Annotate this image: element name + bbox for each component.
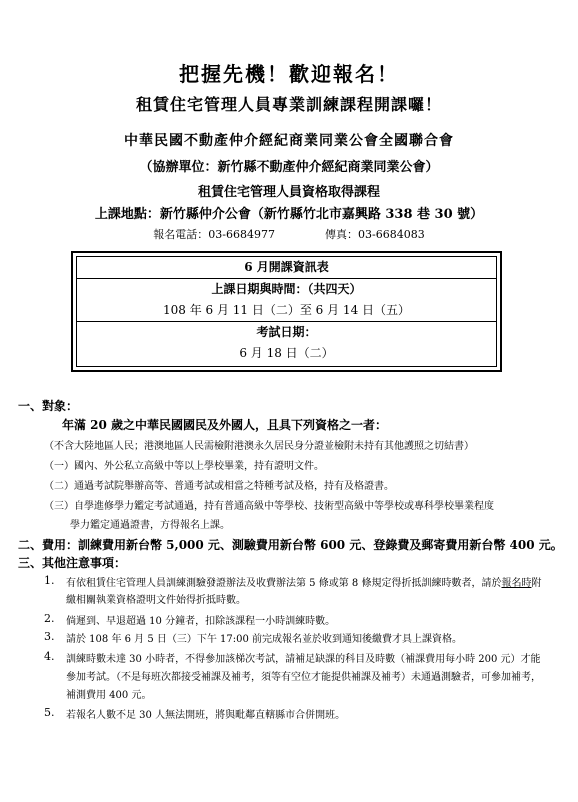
- note-number: 3.: [44, 630, 55, 643]
- phone-number: 報名電話：03-6684977: [153, 228, 275, 241]
- note-1-line-1: [66, 574, 541, 589]
- section-fees: 二、費用：訓練費用新台幣 5,000 元、測驗費用新台幣 600 元、登錄費及郵寄費用新台幣 400 元。: [18, 538, 563, 552]
- note-4-line-2: 參加考試。（不是每班次都接受補課及補考，須等有空位才能提供補課及補考）未通過測驗者，可參加補考，: [66, 672, 541, 683]
- note-text: 有依租賃住宅管理人員訓練測驗發證辦法及收費辦法第 5 條或第 8 條規定得折抵訓練時數者，請於: [66, 578, 502, 589]
- course-name: 租賃住宅管理人員資格取得課程: [197, 185, 380, 200]
- eligibility-note: （不含大陸地區人民；港澳地區人民需檢附港澳永久居民身分證並檢附未持有其他護照之切結書）: [44, 441, 474, 452]
- eligibility-item: （二）通過考試院舉辦高等、普通考試或相當之特種考試及格，持有及格證書。: [44, 481, 394, 492]
- co-organizer: （協辦單位：新竹縣不動產仲介經紀商業同業公會）: [139, 160, 439, 175]
- subtitle: 租賃住宅管理人員專業訓練課程開課囉！: [135, 95, 442, 114]
- note-number: 1.: [44, 574, 55, 587]
- eligibility-item: （三）自學進修學力鑑定考試通過，持有普通高級中等學校、技術型高級中等學校或專科學校畢業程度: [44, 501, 494, 512]
- organizer: 中華民國不動產仲介經紀商業同業公會全國聯合會: [124, 133, 454, 149]
- note-1-line-2: 繳相關執業資格證明文件始得折抵時數。: [66, 595, 246, 606]
- contact-line: [0, 226, 578, 242]
- class-date-label: 上課日期與時間：（共四天）: [77, 278, 496, 300]
- note-number: 2.: [44, 612, 55, 625]
- section-eligibility-title: 一、對象：: [18, 399, 79, 413]
- schedule-table: [71, 251, 502, 372]
- fax-number: 傳真：03-6684083: [325, 228, 425, 241]
- note-underlined-text: 報名時: [501, 578, 532, 589]
- note-number: 4.: [44, 650, 55, 663]
- section-notes-title: 三、其他注意事項：: [18, 556, 127, 570]
- note-2: 倘遲到、早退超過 10 分鐘者，扣除該課程一小時訓練時數。: [66, 616, 336, 627]
- note-text: 附: [531, 578, 542, 589]
- course-location: 上課地點：新竹縣仲介公會（新竹縣竹北市嘉興路 338 巷 30 號）: [94, 207, 484, 222]
- main-title: 把握先機！歡迎報名！: [179, 62, 399, 86]
- eligibility-item-continued: 學力鑑定通過證書，方得報名上課。: [70, 520, 230, 531]
- note-5: 若報名人數不足 30 人無法開班，將與毗鄰直轄縣市合併開班。: [66, 710, 346, 721]
- schedule-title: 6 月開課資訊表: [244, 260, 329, 274]
- exam-date-label: 考試日期：: [77, 321, 496, 343]
- class-date-value: 108 年 6 月 11 日（二）至 6 月 14 日（五）: [162, 303, 411, 317]
- note-3: 請於 108 年 6 月 5 日（三）下午 17:00 前完成報名並於收到通知後繳費才具上課資格。: [66, 634, 463, 645]
- eligibility-main: 年滿 20 歲之中華民國國民及外國人，且具下列資格之一者：: [62, 418, 388, 432]
- note-4-line-3: 補測費用 400 元。: [66, 690, 152, 701]
- eligibility-item: （一）國內、外公私立高級中等以上學校畢業，持有證明文件。: [44, 461, 324, 472]
- exam-date-value: 6 月 18 日（二）: [239, 346, 334, 360]
- note-number: 5.: [44, 706, 55, 719]
- note-4-line-1: 訓練時數未達 30 小時者，不得參加該梯次考試，請補足缺課的科目及時數（補課費用每小時 200 元）才能: [66, 654, 541, 665]
